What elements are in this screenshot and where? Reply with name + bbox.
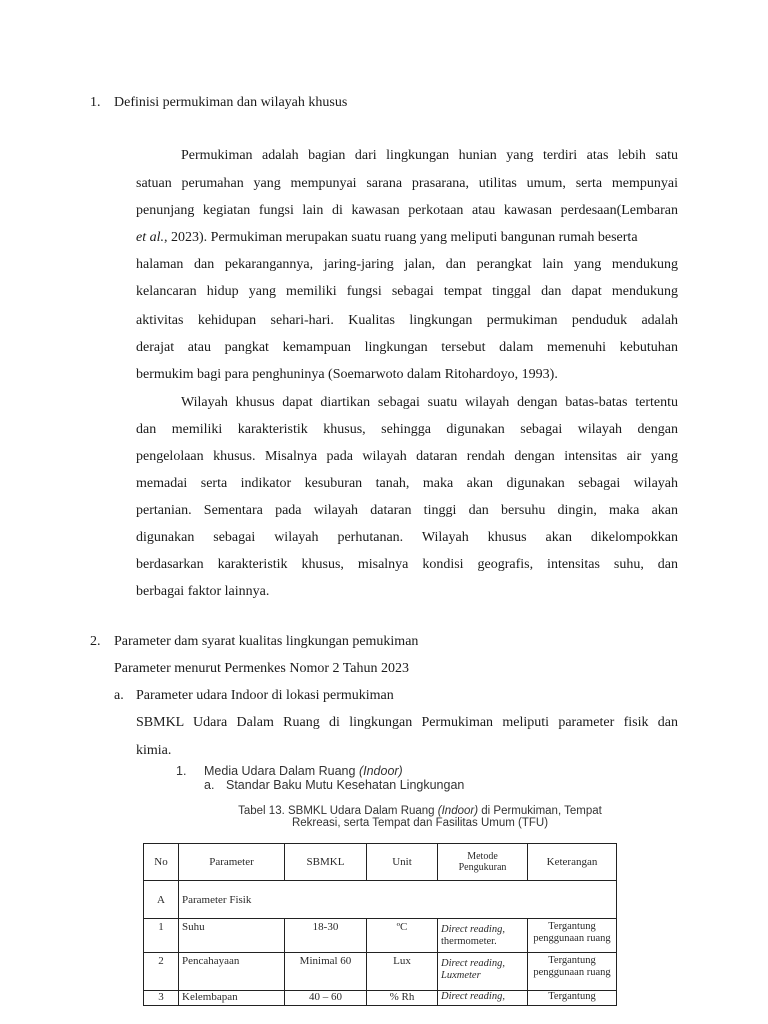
paragraph-line: Wilayah khusus dapat diartikan sebagai suatu wilayah dengan batas-batas tertentu: [181, 395, 678, 410]
table-cell: Direct reading, Luxmeter: [438, 953, 528, 991]
table-cell: Kelembapan: [179, 991, 285, 1006]
table-cell: Direct reading,: [438, 991, 528, 1006]
table-cell: Pencahayaan: [179, 953, 285, 991]
paragraph-line: bermukim bagi para penghuninya (Soemarwoto dalam Ritohardoyo, 1993).: [136, 367, 558, 382]
section-1-title: Definisi permukiman dan wilayah khusus: [114, 95, 348, 110]
table-header-cell: Parameter: [179, 844, 285, 881]
table-header-cell: Keterangan: [528, 844, 617, 881]
table-cell: 18-30: [285, 919, 367, 953]
table-row: [144, 919, 617, 953]
section-1-heading: [90, 93, 348, 113]
embedded-media-heading: [176, 764, 403, 778]
table-cell: Parameter Fisik: [179, 881, 617, 919]
paragraph-line: memadai serta indikator kesuburan tanah, maka akan digunakan sebagai wilayah: [136, 476, 678, 491]
table-caption: Tabel 13. SBMKL Udara Dalam Ruang (Indoor) di Permukiman, Tempat Rekreasi, serta Tempat dan Fasilitas Umum (TFU): [238, 805, 602, 829]
table-cell: Tergantung penggunaan ruang: [528, 919, 617, 953]
table-cell: 1: [144, 919, 179, 953]
paragraph-line: halaman dan pekarangannya, jaring-jaring jalan, dan perangkat lain yang mendukung: [136, 257, 678, 272]
table-group-row: [144, 881, 617, 919]
item-a-title: Parameter udara Indoor di lokasi permukiman: [136, 688, 394, 703]
paragraph-line: kelancaran hidup yang memiliki fungsi sebagai tempat tinggal dan dapat mendukung: [136, 284, 678, 299]
table-header-cell: No: [144, 844, 179, 881]
table-header-cell: Unit: [367, 844, 438, 881]
paragraph-line: kimia.: [136, 743, 172, 758]
embedded-media-title: Media Udara Dalam Ruang (Indoor): [204, 764, 403, 778]
embedded-sub-heading: [204, 778, 465, 792]
table-header-cell: Metode Pengukuran: [438, 844, 528, 881]
table-cell: 2: [144, 953, 179, 991]
paragraph-line: aktivitas kehidupan sehari-hari. Kualitas lingkungan permukiman penduduk adalah: [136, 313, 678, 328]
section-2-subheading: Parameter menurut Permenkes Nomor 2 Tahun 2023: [114, 661, 410, 676]
paragraph-line: pengelolaan khusus. Misalnya pada wilayah dataran rendah dengan intensitas air yang: [136, 449, 678, 464]
table-row: [144, 991, 617, 1006]
paragraph-line: digunakan sebagai wilayah perhutanan. Wilayah khusus akan dikelompokkan: [136, 530, 678, 545]
citation-rest: , 2023). Permukiman merupakan suatu ruang yang meliputi bangunan rumah beserta: [164, 230, 638, 245]
paragraph-line: [136, 228, 678, 248]
table-cell: 40 – 60: [285, 991, 367, 1006]
table-cell: % Rh: [367, 991, 438, 1006]
table-cell: Tergantung: [528, 991, 617, 1006]
paragraph-line: berbagai faktor lainnya.: [136, 584, 270, 599]
item-a-letter: a.: [114, 688, 124, 703]
table-cell: Minimal 60: [285, 953, 367, 991]
section-1-number: 1.: [90, 95, 101, 110]
paragraph-line: dan memiliki karakteristik khusus, sehingga digunakan sebagai wilayah dengan: [136, 422, 678, 437]
table-cell: Suhu: [179, 919, 285, 953]
table-cell: 3: [144, 991, 179, 1006]
embedded-sub-title: Standar Baku Mutu Kesehatan Lingkungan: [226, 778, 465, 792]
paragraph-line: berdasarkan karakteristik khusus, misalnya kondisi geografis, intensitas suhu, dan: [136, 557, 678, 572]
paragraph-line: pertanian. Sementara pada wilayah dataran tinggi dan bersuhu dingin, maka akan: [136, 503, 678, 518]
table-cell: Tergantung penggunaan ruang: [528, 953, 617, 991]
item-a-heading: [114, 686, 394, 706]
embedded-sub-letter: a.: [204, 778, 215, 792]
section-2-title: Parameter dam syarat kualitas lingkungan pemukiman: [114, 634, 419, 649]
table-cell: Lux: [367, 953, 438, 991]
section-2-number: 2.: [90, 634, 101, 649]
section-2-heading: [90, 632, 419, 652]
table-cell: ºC: [367, 919, 438, 953]
table-cell: A: [144, 881, 179, 919]
paragraph-line: satuan perumahan yang mempunyai sarana prasarana, utilitas umum, serta mempunyai: [136, 176, 678, 191]
paragraph-line: Permukiman adalah bagian dari lingkungan hunian yang terdiri atas lebih satu: [181, 148, 678, 163]
table-header-row: [144, 844, 617, 881]
sbmkl-table: [143, 843, 617, 1006]
paragraph-line: penunjang kegiatan fungsi lain di kawasan perkotaan atau kawasan perdesaan(Lembaran: [136, 203, 678, 218]
table-cell: Direct reading, thermometer.: [438, 919, 528, 953]
paragraph-line: derajat atau pangkat kemampuan lingkungan tersebut dalam memenuhi kebutuhan: [136, 340, 678, 355]
citation-et-al: et al.: [136, 230, 164, 245]
table-header-cell: SBMKL: [285, 844, 367, 881]
table-row: [144, 953, 617, 991]
paragraph-line: SBMKL Udara Dalam Ruang di lingkungan Permukiman meliputi parameter fisik dan: [136, 715, 678, 730]
embedded-number: 1.: [176, 764, 187, 778]
